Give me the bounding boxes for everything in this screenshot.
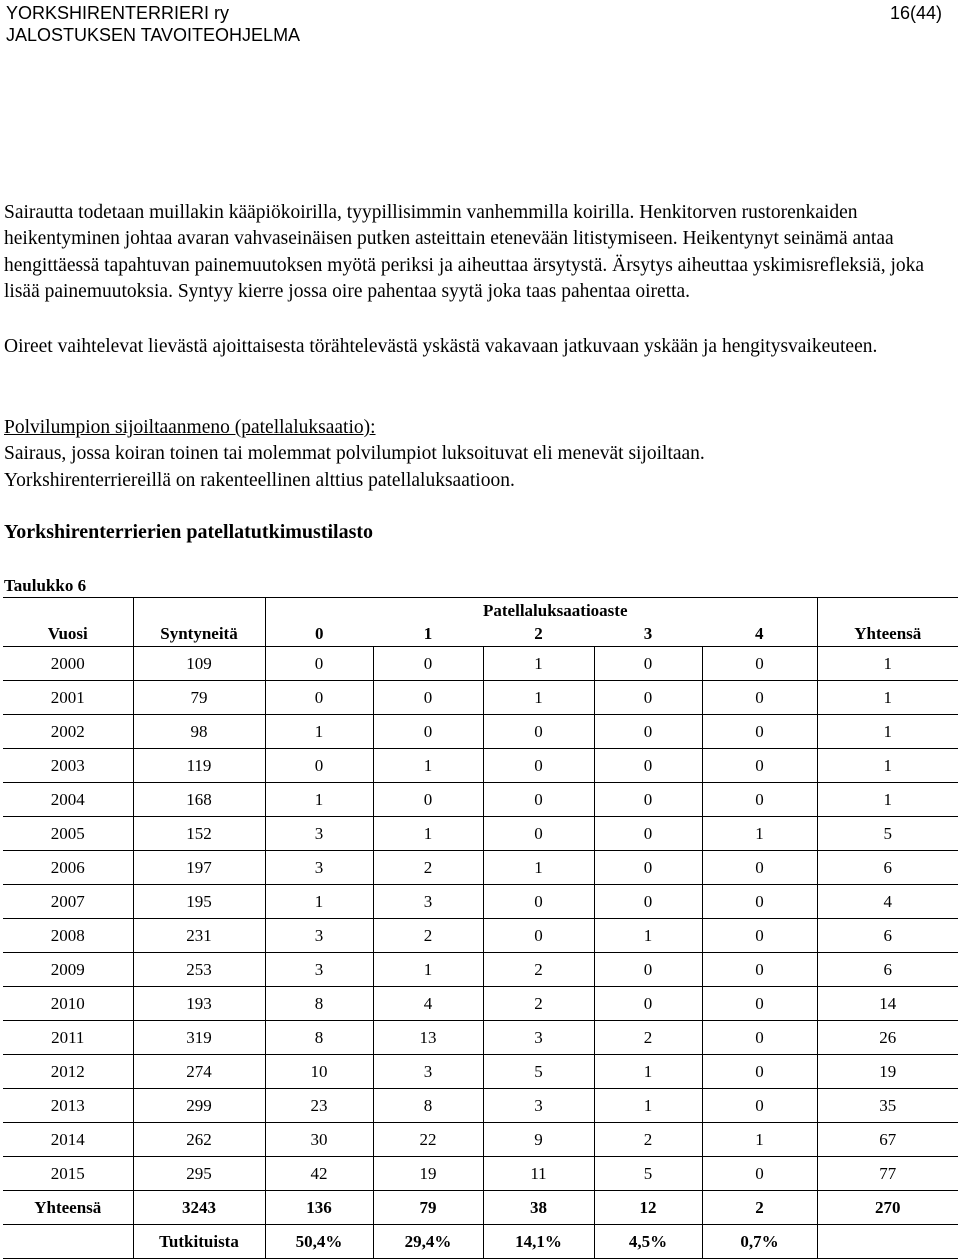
table-cell: 1 (373, 953, 483, 987)
table-cell (817, 1225, 958, 1259)
table-cell: 0 (373, 715, 483, 749)
table-cell: 0 (702, 987, 817, 1021)
table-cell: 42 (265, 1157, 373, 1191)
table-cell: 1 (702, 1123, 817, 1157)
table-cell: 152 (133, 817, 265, 851)
table-header-row (3, 598, 958, 647)
table-cell: 193 (133, 987, 265, 1021)
table-cell: 2003 (3, 749, 133, 783)
document-title: JALOSTUKSEN TAVOITEOHJELMA (6, 25, 301, 45)
table-cell: 0 (702, 715, 817, 749)
table-percentage-row (3, 1225, 958, 1259)
table-cell: 0 (594, 749, 702, 783)
table-cell: 0 (373, 647, 483, 681)
table-cell: 2007 (3, 885, 133, 919)
table-cell: 2005 (3, 817, 133, 851)
table-cell (3, 1225, 133, 1259)
table-cell: 2011 (3, 1021, 133, 1055)
table-cell: 0 (702, 1089, 817, 1123)
table-cell: 0 (702, 647, 817, 681)
table-cell: 0 (702, 681, 817, 715)
table-cell: 0 (702, 1021, 817, 1055)
table-row (3, 953, 958, 987)
table-cell: 0 (483, 817, 594, 851)
table-cell: 1 (373, 817, 483, 851)
table-cell: 3 (483, 1021, 594, 1055)
table-cell: 3 (265, 919, 373, 953)
table-row (3, 647, 958, 681)
header-cell: 1 (373, 598, 483, 647)
table-cell: 3 (483, 1089, 594, 1123)
table-cell: 3 (265, 817, 373, 851)
table-cell: 1 (817, 647, 958, 681)
table-cell: 4 (373, 987, 483, 1021)
section-title: Yorkshirenterrierien patellatutkimustilasto (4, 521, 374, 543)
table-row (3, 1055, 958, 1089)
table-cell: 0,7% (702, 1225, 817, 1259)
table-cell: 14,1% (483, 1225, 594, 1259)
table-cell: 50,4% (265, 1225, 373, 1259)
table-cell: 8 (265, 1021, 373, 1055)
table-caption: Taulukko 6 (4, 576, 87, 595)
table-cell: 0 (702, 749, 817, 783)
table-cell: 0 (702, 919, 817, 953)
table-cell: 6 (817, 953, 958, 987)
table-cell: 2002 (3, 715, 133, 749)
table-cell: 1 (817, 715, 958, 749)
table-cell: 67 (817, 1123, 958, 1157)
table-cell: 77 (817, 1157, 958, 1191)
table-cell: 3 (373, 1055, 483, 1089)
table-cell: 1 (594, 1055, 702, 1089)
table-cell: 12 (594, 1191, 702, 1225)
header-cell-group (483, 598, 628, 647)
table-cell: 270 (817, 1191, 958, 1225)
table-cell: 2013 (3, 1089, 133, 1123)
table-cell: 5 (817, 817, 958, 851)
table-cell: 3 (265, 953, 373, 987)
table-cell: 2012 (3, 1055, 133, 1089)
table-cell: 274 (133, 1055, 265, 1089)
table-cell: 0 (483, 783, 594, 817)
table-cell: 0 (483, 885, 594, 919)
table-cell: 0 (594, 817, 702, 851)
table-cell: 0 (702, 1157, 817, 1191)
table-cell: 0 (594, 783, 702, 817)
table-cell: 231 (133, 919, 265, 953)
table-cell: 0 (594, 885, 702, 919)
table-cell: 2 (483, 987, 594, 1021)
table-cell: 0 (702, 851, 817, 885)
table-cell: 13 (373, 1021, 483, 1055)
header-cell: 0 (265, 598, 373, 647)
table-cell: 11 (483, 1157, 594, 1191)
table-row (3, 749, 958, 783)
table-cell: 1 (594, 919, 702, 953)
table-cell: 299 (133, 1089, 265, 1123)
table-row (3, 1123, 958, 1157)
table-cell: 2 (594, 1123, 702, 1157)
table-cell: Tutkituista (133, 1225, 265, 1259)
table-cell: 0 (702, 885, 817, 919)
table-cell: 195 (133, 885, 265, 919)
table-cell: 79 (373, 1191, 483, 1225)
table-cell: 2 (483, 953, 594, 987)
table-cell: 0 (702, 953, 817, 987)
header-cell: 2 (534, 624, 543, 643)
table-cell: 119 (133, 749, 265, 783)
table-cell: Yhteensä (3, 1191, 133, 1225)
table-cell: 6 (817, 919, 958, 953)
table-cell: 8 (265, 987, 373, 1021)
header-cell: Vuosi (3, 598, 133, 647)
table-cell: 8 (373, 1089, 483, 1123)
table-cell: 1 (702, 817, 817, 851)
table-cell: 35 (817, 1089, 958, 1123)
table-cell: 2000 (3, 647, 133, 681)
table-cell: 79 (133, 681, 265, 715)
table-cell: 168 (133, 783, 265, 817)
table-cell: 1 (817, 783, 958, 817)
table-cell: 1 (265, 715, 373, 749)
table-cell: 2 (594, 1021, 702, 1055)
table-cell: 2014 (3, 1123, 133, 1157)
table-cell: 26 (817, 1021, 958, 1055)
table-cell: 0 (483, 919, 594, 953)
table-cell: 4 (817, 885, 958, 919)
table-row (3, 1021, 958, 1055)
table-cell: 19 (373, 1157, 483, 1191)
header-cell: 4 (702, 598, 817, 647)
table-cell: 1 (817, 681, 958, 715)
patella-heading: Polvilumpion sijoiltaanmeno (patellaluksaatio): (4, 417, 376, 438)
table-row (3, 919, 958, 953)
table-cell: 253 (133, 953, 265, 987)
table-row (3, 681, 958, 715)
table-cell: 0 (594, 647, 702, 681)
table-cell: 0 (594, 851, 702, 885)
table-cell: 5 (483, 1055, 594, 1089)
table-cell: 319 (133, 1021, 265, 1055)
table-cell: 2015 (3, 1157, 133, 1191)
patella-description: Sairaus, jossa koiran toinen tai molemmat polvilumpiot luksoituvat eli menevät sijoiltaan. (4, 443, 705, 465)
patella-predisposition: Yorkshirenterriereillä on rakenteellinen alttius patellaluksaatioon. (4, 469, 515, 491)
table-cell: 2001 (3, 681, 133, 715)
table-cell: 5 (594, 1157, 702, 1191)
table-cell: 0 (265, 647, 373, 681)
page-number: 16(44) (889, 3, 942, 23)
table-cell: 2006 (3, 851, 133, 885)
table-cell: 0 (265, 749, 373, 783)
table-body (3, 598, 958, 1259)
table-cell: 29,4% (373, 1225, 483, 1259)
table-row (3, 987, 958, 1021)
table-cell: 19 (817, 1055, 958, 1089)
table-cell: 1 (483, 681, 594, 715)
header-cell: Syntyneitä (133, 598, 265, 647)
table-row (3, 715, 958, 749)
table-cell: 3 (265, 851, 373, 885)
table-cell: 136 (265, 1191, 373, 1225)
table-cell: 4,5% (594, 1225, 702, 1259)
table-cell: 3 (373, 885, 483, 919)
table-row (3, 885, 958, 919)
group-header: Patellaluksaatioaste (483, 601, 628, 620)
table-cell: 3243 (133, 1191, 265, 1225)
table-cell: 1 (594, 1089, 702, 1123)
table-total-row (3, 1191, 958, 1225)
table-cell: 6 (817, 851, 958, 885)
table-cell: 2 (373, 919, 483, 953)
table-cell: 0 (373, 681, 483, 715)
table-cell: 30 (265, 1123, 373, 1157)
table-cell: 2004 (3, 783, 133, 817)
table-cell: 0 (594, 715, 702, 749)
table-cell: 295 (133, 1157, 265, 1191)
paragraph-symptoms: Oireet vaihtelevat lievästä ajoittaisesta törähtelevästä yskästä vakavaan jatkuvaan yskään ja hengitysvaikeuteen. (4, 336, 878, 357)
table-cell: 10 (265, 1055, 373, 1089)
paragraph-tracheal-collapse: Sairautta todetaan muillakin kääpiökoirilla, tyypillisimmin vanhemmilla koirilla. Henkitorven rustorenkaiden heikentyminen johtaa avaran vahvaseinäisen putken asteittain etenevään litistymiseen. Heikentynyt seinämä antaa hengittäessä tapahtuvan painemuutoksen myötä periksi ja aiheuttaa ärsytystä. Ärsytys aiheuttaa yskimisrefleksiä, joka lisää painemuutoksia. Syntyy kierre jossa oire pahentaa syytä joka taas pahentaa oiretta. (4, 202, 925, 303)
table-cell: 22 (373, 1123, 483, 1157)
table-row (3, 783, 958, 817)
patella-statistics-table (3, 597, 958, 1259)
table-cell: 0 (594, 987, 702, 1021)
table-cell: 1 (265, 783, 373, 817)
table-cell: 0 (265, 681, 373, 715)
table-cell: 38 (483, 1191, 594, 1225)
table-cell: 0 (594, 681, 702, 715)
table-cell: 2008 (3, 919, 133, 953)
table-cell: 2 (702, 1191, 817, 1225)
table-cell: 0 (483, 715, 594, 749)
table-cell: 98 (133, 715, 265, 749)
table-cell: 1 (265, 885, 373, 919)
table-cell: 0 (702, 1055, 817, 1089)
table-cell: 262 (133, 1123, 265, 1157)
table-cell: 0 (594, 953, 702, 987)
table-cell: 1 (373, 749, 483, 783)
table-row (3, 1089, 958, 1123)
table-cell: 9 (483, 1123, 594, 1157)
table-cell: 197 (133, 851, 265, 885)
table-cell: 0 (373, 783, 483, 817)
table-cell: 0 (702, 783, 817, 817)
table-row (3, 1157, 958, 1191)
page-header (6, 2, 950, 46)
table-row (3, 851, 958, 885)
table-cell: 1 (817, 749, 958, 783)
table-cell: 2009 (3, 953, 133, 987)
patella-section (4, 415, 952, 494)
header-cell: Yhteensä (817, 598, 958, 647)
table-cell: 1 (483, 851, 594, 885)
org-name: YORKSHIRENTERRIERI ry (6, 3, 230, 23)
header-cell: 3 (594, 598, 702, 647)
table-cell: 14 (817, 987, 958, 1021)
table-row (3, 817, 958, 851)
table-cell: 1 (483, 647, 594, 681)
table-cell: 2010 (3, 987, 133, 1021)
table-cell: 2 (373, 851, 483, 885)
table-cell: 23 (265, 1089, 373, 1123)
table-cell: 0 (483, 749, 594, 783)
table-cell: 109 (133, 647, 265, 681)
